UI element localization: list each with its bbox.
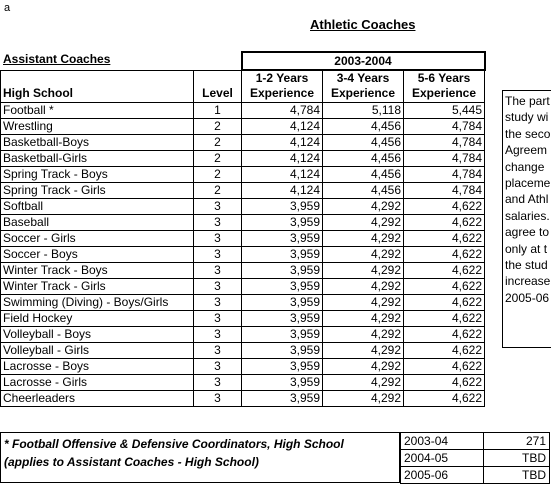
exp-1-2-cell: 3,959 <box>242 263 323 279</box>
table-row <box>1 151 485 167</box>
corner-letter: a <box>4 2 11 14</box>
table-row <box>1 375 485 391</box>
exp-5-6-cell: 4,622 <box>404 327 485 343</box>
exp-3-4-cell: 4,292 <box>323 311 404 327</box>
side-note-line: change <box>505 159 545 174</box>
exp-3-4-cell: 4,292 <box>323 359 404 375</box>
school-cell: Wrestling <box>1 119 194 135</box>
table-row <box>1 295 485 311</box>
exp-5-6-cell: 4,622 <box>404 359 485 375</box>
side-note-line: only at t <box>505 241 548 256</box>
level-cell: 2 <box>194 135 242 151</box>
level-cell: 3 <box>194 375 242 391</box>
rate-row <box>401 450 550 467</box>
exp-3-4-cell: 4,456 <box>323 183 404 199</box>
table-row <box>1 247 485 263</box>
level-cell: 3 <box>194 391 242 407</box>
table-row <box>1 215 485 231</box>
level-cell: 2 <box>194 183 242 199</box>
table-row <box>1 103 485 119</box>
level-cell: 3 <box>194 231 242 247</box>
exp-1-2-cell: 3,959 <box>242 199 323 215</box>
exp-1-2-cell: 4,124 <box>242 119 323 135</box>
school-cell: Lacrosse - Girls <box>1 375 194 391</box>
table-row <box>1 311 485 327</box>
exp-3-4-cell: 4,456 <box>323 167 404 183</box>
header-line: Experience <box>411 86 477 100</box>
exp-3-4-cell: 4,292 <box>323 391 404 407</box>
side-note-line: the seco <box>505 126 551 141</box>
exp-1-2-cell: 4,124 <box>242 167 323 183</box>
school-cell: Volleyball - Girls <box>1 343 194 359</box>
exp-5-6-cell: 5,445 <box>404 103 485 119</box>
rate-value: TBD <box>484 467 550 484</box>
header-line: 5-6 Years <box>417 71 471 85</box>
exp-1-2-cell: 4,124 <box>242 151 323 167</box>
level-cell: 3 <box>194 327 242 343</box>
table-row <box>1 231 485 247</box>
side-note-line: study wi <box>505 110 549 125</box>
exp-1-2-cell: 3,959 <box>242 375 323 391</box>
exp-1-2-cell: 3,959 <box>242 295 323 311</box>
exp-3-4-cell: 4,292 <box>323 263 404 279</box>
exp-3-4-cell: 4,292 <box>323 279 404 295</box>
exp-3-4-cell: 4,292 <box>323 375 404 391</box>
exp-5-6-cell: 4,784 <box>404 167 485 183</box>
exp-5-6-cell: 4,622 <box>404 263 485 279</box>
side-note-line: placeme <box>505 175 551 190</box>
level-cell: 2 <box>194 119 242 135</box>
school-cell: Cheerleaders <box>1 391 194 407</box>
side-note-line: 2005-06 <box>505 290 550 305</box>
table-row <box>1 119 485 135</box>
exp-5-6-cell: 4,622 <box>404 343 485 359</box>
side-note-line: the stud <box>505 257 548 272</box>
exp-5-6-cell: 4,784 <box>404 151 485 167</box>
column-header-level: Level <box>194 70 242 103</box>
table-row <box>1 391 485 407</box>
level-cell: 3 <box>194 263 242 279</box>
coordinator-rates-body <box>401 433 550 484</box>
side-note-line: and Athl <box>505 192 549 207</box>
school-cell: Basketball-Girls <box>1 151 194 167</box>
exp-3-4-cell: 4,292 <box>323 295 404 311</box>
rate-row <box>401 433 550 450</box>
footnote-line: (applies to Assistant Coaches - High School) <box>4 455 259 469</box>
blank-header-cell <box>194 52 242 70</box>
exp-5-6-cell: 4,622 <box>404 199 485 215</box>
level-cell: 3 <box>194 279 242 295</box>
rate-row <box>401 467 550 484</box>
side-note-line: The part <box>505 94 550 108</box>
school-cell: Spring Track - Girls <box>1 183 194 199</box>
table-body <box>1 103 485 407</box>
school-cell: Volleyball - Boys <box>1 327 194 343</box>
school-cell: Swimming (Diving) - Boys/Girls <box>1 295 194 311</box>
exp-1-2-cell: 3,959 <box>242 327 323 343</box>
exp-3-4-cell: 4,292 <box>323 343 404 359</box>
table-row <box>1 327 485 343</box>
footnote-box <box>0 432 400 483</box>
footnote-line: * Football Offensive & Defensive Coordinators, High School <box>4 437 344 451</box>
school-cell: Winter Track - Girls <box>1 279 194 295</box>
exp-1-2-cell: 3,959 <box>242 279 323 295</box>
school-cell: Baseball <box>1 215 194 231</box>
exp-1-2-cell: 3,959 <box>242 391 323 407</box>
exp-1-2-cell: 4,784 <box>242 103 323 119</box>
table-row <box>1 183 485 199</box>
table-row <box>1 279 485 295</box>
side-note-line: agree to <box>505 225 550 240</box>
exp-5-6-cell: 4,622 <box>404 295 485 311</box>
school-cell: Soccer - Girls <box>1 231 194 247</box>
level-cell: 3 <box>194 199 242 215</box>
exp-5-6-cell: 4,622 <box>404 279 485 295</box>
exp-5-6-cell: 4,622 <box>404 311 485 327</box>
exp-5-6-cell: 4,784 <box>404 119 485 135</box>
header-line: 3-4 Years <box>336 71 390 85</box>
exp-1-2-cell: 4,124 <box>242 135 323 151</box>
section-subtitle: Assistant Coaches <box>3 52 111 66</box>
school-cell: Football * <box>1 103 194 119</box>
exp-1-2-cell: 3,959 <box>242 231 323 247</box>
exp-3-4-cell: 4,456 <box>323 135 404 151</box>
rate-year: 2005-06 <box>401 467 484 484</box>
school-cell: Lacrosse - Boys <box>1 359 194 375</box>
exp-3-4-cell: 4,292 <box>323 215 404 231</box>
side-note-line: Agreem <box>505 143 548 158</box>
exp-3-4-cell: 4,292 <box>323 199 404 215</box>
header-line: 1-2 Years <box>255 71 309 85</box>
exp-5-6-cell: 4,622 <box>404 375 485 391</box>
table-row <box>1 135 485 151</box>
school-cell: Softball <box>1 199 194 215</box>
table-row <box>1 359 485 375</box>
exp-1-2-cell: 4,124 <box>242 183 323 199</box>
exp-1-2-cell: 3,959 <box>242 343 323 359</box>
exp-5-6-cell: 4,622 <box>404 215 485 231</box>
level-cell: 3 <box>194 311 242 327</box>
table-row <box>1 263 485 279</box>
exp-5-6-cell: 4,622 <box>404 231 485 247</box>
school-cell: Field Hockey <box>1 311 194 327</box>
level-cell: 3 <box>194 295 242 311</box>
exp-1-2-cell: 3,959 <box>242 215 323 231</box>
column-header-school: High School <box>1 70 194 103</box>
rate-year: 2004-05 <box>401 450 484 467</box>
exp-3-4-cell: 5,118 <box>323 103 404 119</box>
exp-3-4-cell: 4,456 <box>323 119 404 135</box>
school-cell: Winter Track - Boys <box>1 263 194 279</box>
side-note-line: salaries. <box>505 208 550 223</box>
exp-5-6-cell: 4,784 <box>404 183 485 199</box>
school-cell: Spring Track - Boys <box>1 167 194 183</box>
level-cell: 2 <box>194 167 242 183</box>
level-cell: 3 <box>194 343 242 359</box>
exp-5-6-cell: 4,622 <box>404 391 485 407</box>
exp-5-6-cell: 4,622 <box>404 247 485 263</box>
exp-1-2-cell: 3,959 <box>242 359 323 375</box>
column-header-exp-3-4 <box>323 70 404 103</box>
exp-3-4-cell: 4,292 <box>323 247 404 263</box>
table-row <box>1 343 485 359</box>
blank-header-cell <box>1 52 194 70</box>
exp-3-4-cell: 4,456 <box>323 151 404 167</box>
level-cell: 3 <box>194 215 242 231</box>
level-cell: 1 <box>194 103 242 119</box>
level-cell: 3 <box>194 247 242 263</box>
exp-5-6-cell: 4,784 <box>404 135 485 151</box>
rate-year: 2003-04 <box>401 433 484 450</box>
school-cell: Basketball-Boys <box>1 135 194 151</box>
rate-value: 271 <box>484 433 550 450</box>
table-row <box>1 167 485 183</box>
column-header-exp-1-2 <box>242 70 323 103</box>
level-cell: 3 <box>194 359 242 375</box>
exp-3-4-cell: 4,292 <box>323 231 404 247</box>
coordinator-rates-table <box>400 432 550 484</box>
header-line: Experience <box>330 86 396 100</box>
side-note-box <box>502 90 551 348</box>
column-header-exp-5-6 <box>404 70 485 103</box>
rate-value: TBD <box>484 450 550 467</box>
salary-table <box>0 51 486 407</box>
exp-3-4-cell: 4,292 <box>323 327 404 343</box>
period-header: 2003-2004 <box>242 52 485 70</box>
level-cell: 2 <box>194 151 242 167</box>
table-row <box>1 199 485 215</box>
exp-1-2-cell: 3,959 <box>242 247 323 263</box>
side-note-line: increase <box>505 274 551 289</box>
school-cell: Soccer - Boys <box>1 247 194 263</box>
page-title: Athletic Coaches <box>310 17 416 32</box>
header-line: Experience <box>249 86 315 100</box>
exp-1-2-cell: 3,959 <box>242 311 323 327</box>
